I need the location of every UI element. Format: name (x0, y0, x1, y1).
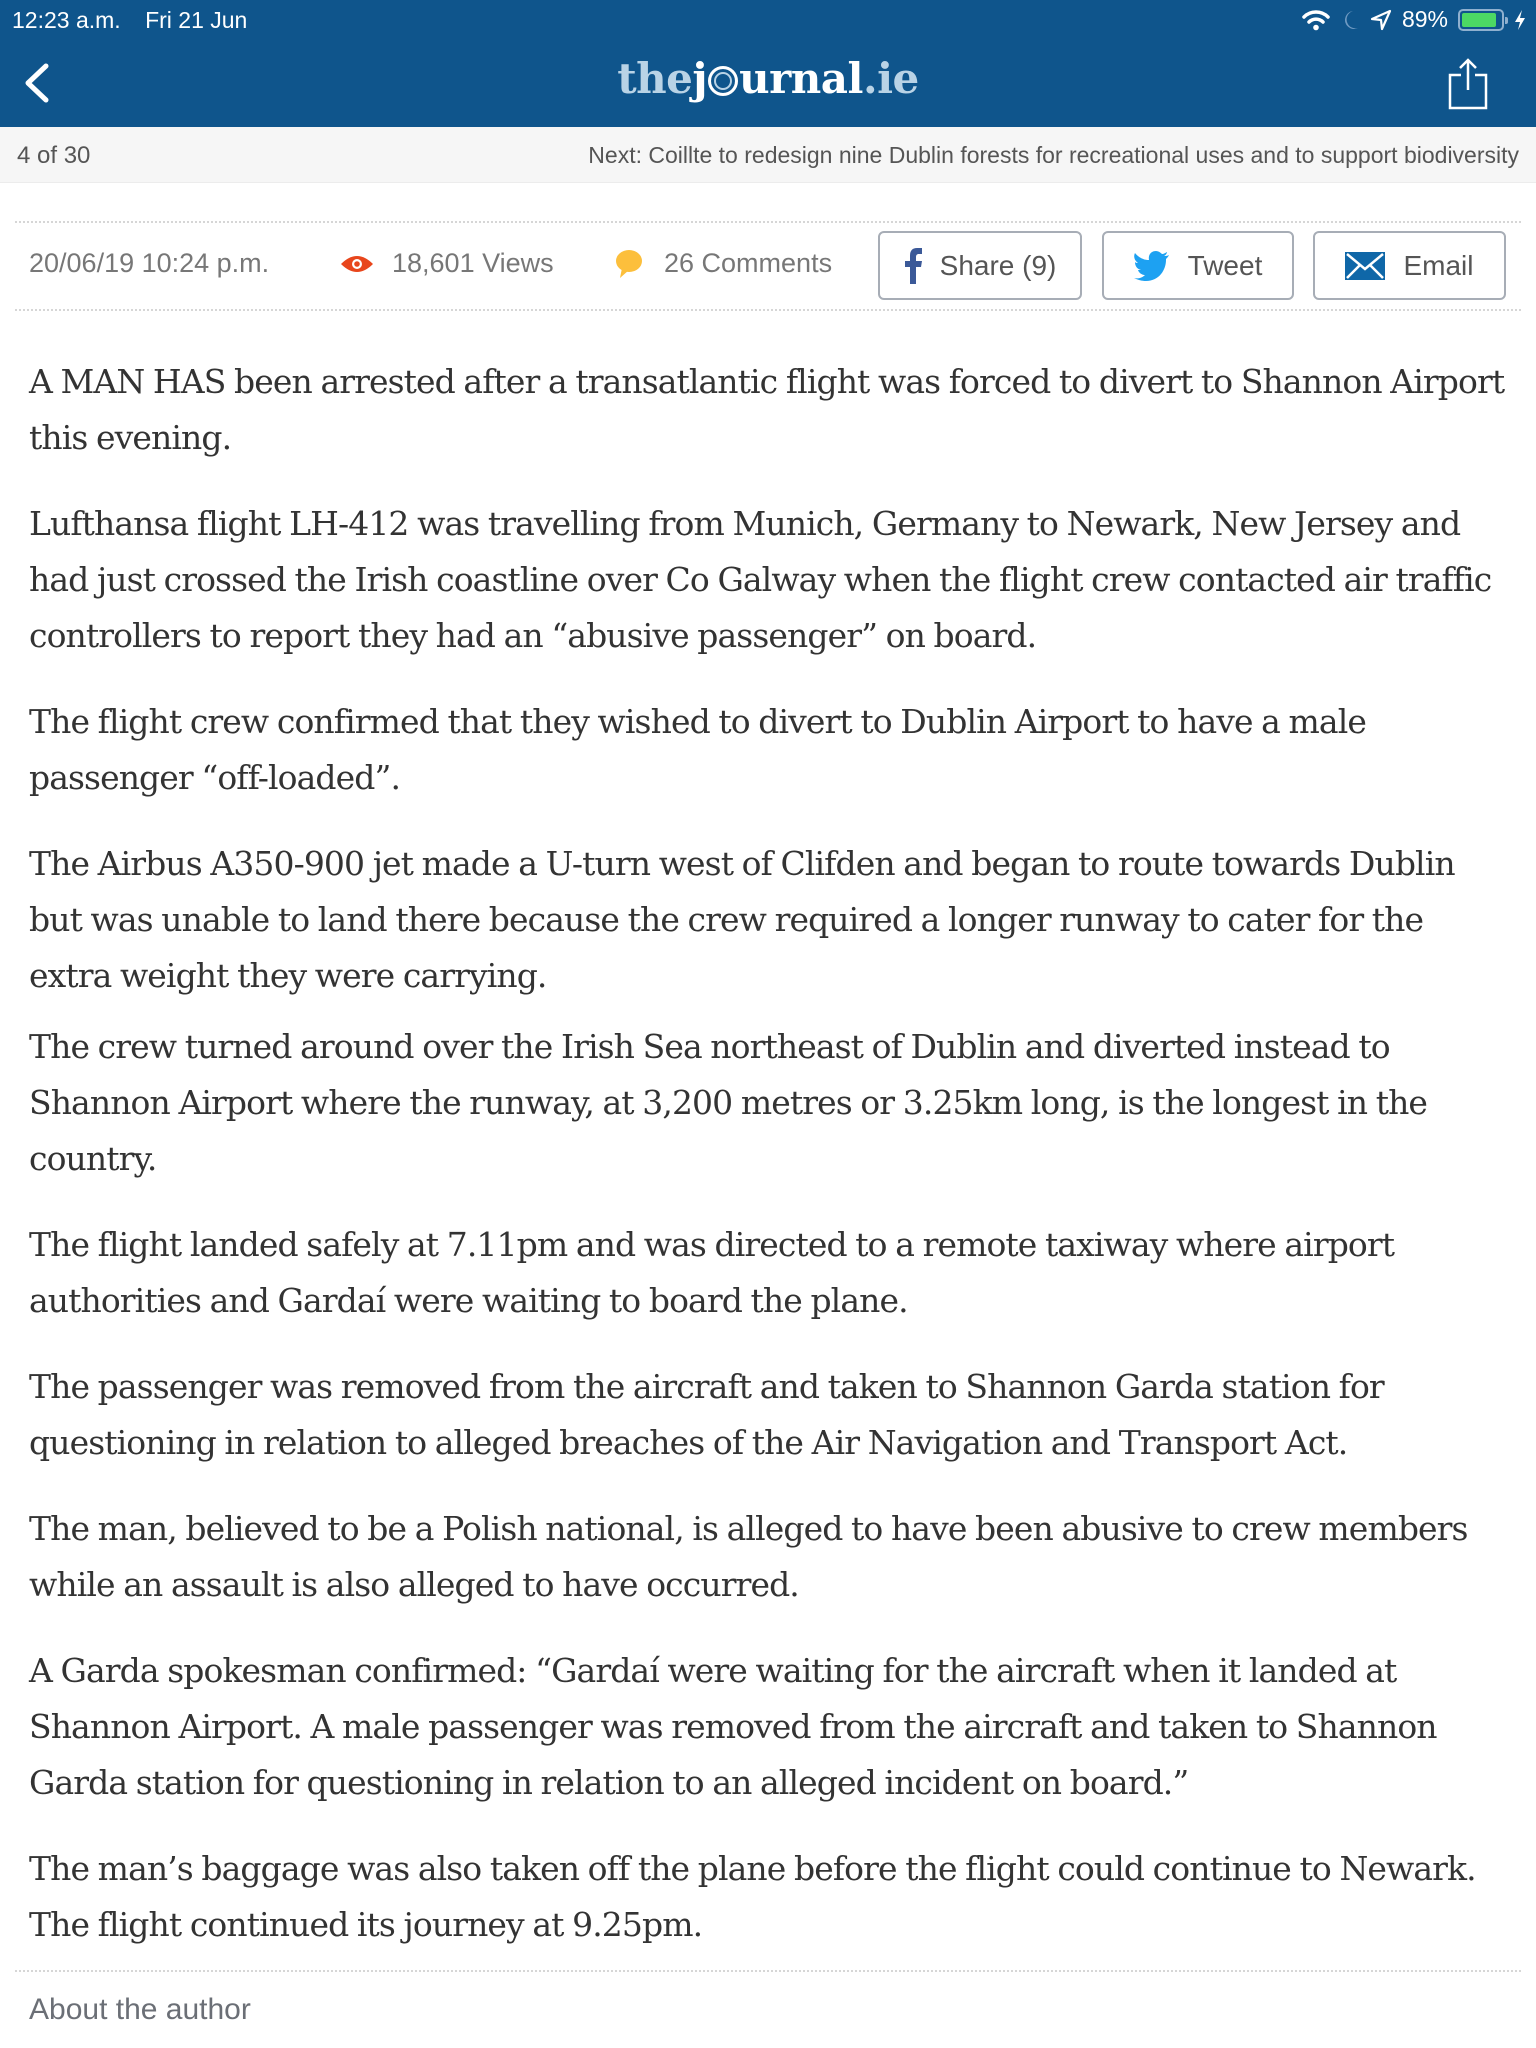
battery-icon (1458, 9, 1504, 31)
paragraph: The flight landed safely at 7.11pm and was directed to a remote taxiway where airport authorities and Gardaí were waiting to board the plane. (29, 1225, 1395, 1320)
next-article-link[interactable]: Next: Coillte to redesign nine Dublin forests for recreational uses and to support biodiversity (588, 142, 1519, 168)
site-logo[interactable]: thej urnal.ie (617, 54, 919, 103)
article-navigation-bar (0, 127, 1536, 183)
paragraph: The man, believed to be a Polish national, is alleged to have been abusive to crew members while an assault is also alleged to have occurred. (29, 1509, 1468, 1604)
paragraph: The Airbus A350-900 jet made a U-turn west of Clifden and began to route towards Dublin but was unable to land there because the crew required a longer runway to cater for the extra weight they were carrying. (29, 844, 1455, 995)
battery-level (1462, 13, 1496, 27)
article-body (29, 354, 1509, 1983)
article-position: 4 of 30 (17, 142, 91, 169)
divider (15, 221, 1521, 223)
divider (15, 309, 1521, 311)
email-icon (1345, 252, 1385, 280)
publish-date: 20/06/19 10:24 p.m. (29, 248, 270, 278)
email-share-button[interactable]: Email (1313, 231, 1506, 300)
comment-bubble-icon (614, 249, 644, 279)
about-author-heading: About the author (29, 1993, 251, 2026)
moon-icon (1340, 9, 1360, 31)
facebook-share-button[interactable]: Share (9) (878, 231, 1082, 300)
status-date: Fri 21 Jun (145, 7, 248, 33)
facebook-icon (904, 248, 922, 284)
tweet-button[interactable]: Tweet (1102, 231, 1294, 300)
battery-percent: 89% (1401, 6, 1448, 32)
article-meta (0, 228, 1536, 306)
comments-count[interactable]: 26 Comments (614, 248, 832, 279)
paragraph: The man’s baggage was also taken off the plane before the flight could continue to Newark. The flight continued its journey at 9.25pm. (29, 1849, 1476, 1944)
paragraph: The passenger was removed from the aircraft and taken to Shannon Garda station for questioning in relation to alleged breaches of the Air Navigation and Transport Act. (29, 1367, 1384, 1462)
paragraph: The flight crew confirmed that they wished to divert to Dublin Airport to have a male passenger “off-loaded”. (29, 702, 1366, 797)
views-count: 18,601 Views (340, 248, 554, 279)
status-time: 12:23 a.m. (12, 7, 121, 33)
charging-icon (1514, 9, 1526, 31)
app-header (0, 0, 1536, 127)
location-icon (1370, 9, 1392, 31)
paragraph: Lufthansa flight LH-412 was travelling from Munich, Germany to Newark, New Jersey and had just crossed the Irish coastline over Co Galway when the flight crew contacted air traffic controllers to report they had an “abusive passenger” on board. (29, 504, 1492, 655)
wifi-icon (1302, 9, 1330, 31)
status-bar (0, 0, 1536, 40)
logo-ring-icon (708, 66, 738, 96)
divider (15, 1970, 1521, 1972)
eye-icon (340, 254, 374, 274)
paragraph: The crew turned around over the Irish Sea northeast of Dublin and diverted instead to Shannon Airport where the runway, at 3,200 metres or 3.25km long, is the longest in the country. (29, 1027, 1428, 1178)
paragraph: A MAN HAS been arrested after a transatlantic flight was forced to divert to Shannon Airport this evening. (29, 362, 1505, 457)
paragraph: A Garda spokesman confirmed: “Gardaí were waiting for the aircraft when it landed at Shannon Airport. A male passenger was removed from the aircraft and taken to Shannon Garda station for questioning in relation to an alleged incident on board.” (29, 1651, 1437, 1802)
share-icon[interactable] (1448, 58, 1488, 110)
twitter-icon (1134, 251, 1170, 281)
